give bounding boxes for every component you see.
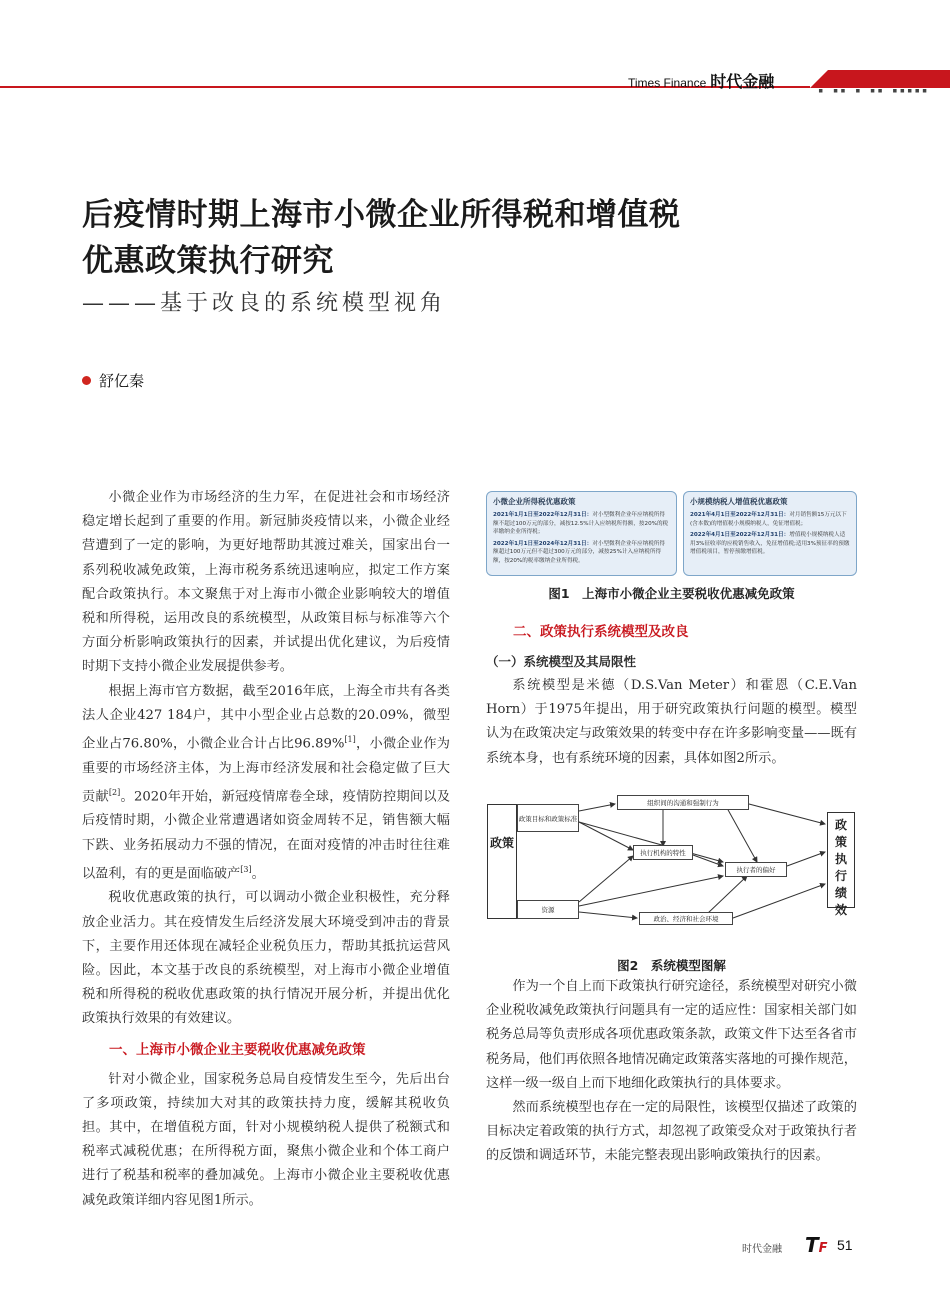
fig2-communication-box: 组织间的沟通和强制行为	[617, 795, 749, 810]
fig1-vat-box	[683, 491, 857, 576]
fig1-box1-item-2-text: 对小型微利企业年应纳税所得额超过100万元但不超过300万元的部分，减按25%计入应纳税所得额，按20%的税率缴纳企业所得税。	[493, 540, 665, 564]
fig1-box2-title: 小规模纳税人增值税优惠政策	[690, 497, 788, 506]
paragraph-data-text-c: 。2020年开始，新冠疫情席卷全球，疫情防控期间以及后疫情时期，小微企业常遭遇诸如资金周转不足，销售额大幅下跌、业务拓展动力不强的情况，在面对疫情的冲击时往往难以盈利，有的更是面临破产	[82, 789, 451, 882]
header-dots: ▪ ▪▪ ▪ ▪▪ ▪▪▪▪▪	[818, 86, 930, 96]
subsection-heading-1: （一）系统模型及其局限性	[486, 654, 637, 669]
paragraph-data-text-b: ，小微企业作为重要的市场经济主体，为上海市经济发展和社会稳定做了巨大贡献	[82, 736, 450, 805]
fig1-box2-item-2-date: 2022年4月1日至2022年12月31日：	[690, 532, 790, 538]
footer-logo-icon	[805, 1233, 828, 1257]
fig1-box2-item-1-text: 对月销售额15万元以下(含本数)的增值税小规模纳税人，免征增值税；	[690, 512, 847, 527]
footer-brand: 时代金融	[742, 1244, 782, 1255]
fig1-box1-item-1-date: 2021年1月1日至2022年12月31日：	[493, 512, 593, 518]
section-heading-2: 二、政策执行系统模型及改良	[513, 624, 689, 640]
header-brand-cn: 时代金融	[710, 72, 775, 91]
author-name: 舒亿秦	[99, 372, 145, 390]
fig2-agency-box: 执行机构的特性	[633, 845, 693, 860]
paragraph-topdown: 作为一个自上而下政策执行研究途径，系统模型对研究小微企业税收减免政策执行问题具有一定的适应性：国家相关部门如税务总局等负责形成各项优惠政策条款，政策文件下达至各省市税务局，他们再依照各地情况确定政策落实落地的可操作规范，这样一级一级自上而下地细化政策执行的具体要求。	[486, 979, 857, 1091]
fig1-box1-item-2-date: 2022年1月1日至2024年12月31日：	[493, 540, 593, 547]
section-heading-1: 一、上海市小微企业主要税收优惠减免政策	[109, 1041, 366, 1058]
title-line-1: 后疫情时期上海市小微企业所得税和增值税	[82, 197, 681, 233]
citation-2[interactable]: [2]	[108, 787, 121, 797]
fig1-income-tax-box	[486, 491, 677, 576]
fig1-box1-item-2	[493, 540, 670, 566]
bullet-dot-icon	[82, 376, 91, 385]
paragraph-intro: 小微企业作为市场经济的生力军，在促进社会和市场经济稳定增长起到了重要的作用。新冠肺炎疫情以来，小微企业经营遭到了一定的影响，为更好地帮助其渡过难关，国家出台一系列税收减免政策，上海市税务系统迅速响应，拟定工作方案配合政策执行。本文聚焦于对上海市小微企业影响较大的增值税和所得税，运用改良的系统模型，从政策目标与标准等六个方面分析影响政策执行的因素，并试提出优化建议，为后疫情时期下支持小微企业发展提供参考。	[82, 490, 450, 675]
right-column-lower	[486, 975, 857, 1169]
header-brand	[628, 69, 774, 92]
title-line-2: 优惠政策执行研究	[82, 243, 334, 279]
paragraph-data-text: 根据上海市官方数据，截至2016年底，上海全市共有各类法人企业427 184户，其中小型企业占总数的20.09%，微型企业占76.80%，小微企业合计占比96.89%	[82, 683, 450, 752]
fig2-resources-box: 资源	[517, 900, 579, 919]
fig2-goals-box: 政策目标和政策标准	[517, 804, 579, 832]
fig1-box1-title: 小微企业所得税优惠政策	[493, 497, 576, 506]
fig1-caption: 图1 上海市小微企业主要税收优惠减免政策	[548, 586, 795, 601]
author	[82, 370, 144, 391]
left-column	[82, 486, 450, 1213]
fig2-disposition-box: 执行者的偏好	[725, 862, 787, 877]
footer-logo-f: F	[818, 1241, 828, 1256]
fig1-box1-item-1	[493, 511, 670, 537]
fig2-environment-box: 政治、经济和社会环境	[639, 912, 733, 925]
article-subtitle: ———基于改良的系统模型视角	[82, 291, 447, 316]
fig2-policy-box: 政策	[487, 804, 517, 919]
paragraph-policy-role: 税收优惠政策的执行，可以调动小微企业积极性，充分释放企业活力。其在疫情发生后经济发展大环境受到冲击的背景下，主要作用还体现在减轻企业税负压力，帮助其抵抗运营风险。因此，本文基于改良的系统模型，对上海市小微企业增值税和所得税的税收优惠政策的执行情况开展分析，并提出优化政策执行效果的有效建议。	[82, 890, 450, 1027]
paragraph-data	[82, 680, 450, 887]
fig1-box2-item-2-text: 增值税小规模纳税人适用3%征收率的应税销售收入，免征增值税;适用3%预征率的预缴增值税项目，暂停预缴增值税。	[690, 532, 850, 555]
paragraph-data-text-d: 。	[251, 866, 265, 882]
article-title	[82, 192, 842, 284]
fig1-box2-item-1	[690, 511, 850, 528]
paragraph-limitations: 然而系统模型也存在一定的局限性，该模型仅描述了政策的目标决定着政策的执行方式，却忽视了政策受众对于政策执行者的反馈和调适环节，未能完整表现出影响政策执行的因素。	[486, 1100, 857, 1164]
header-brand-en: Times Finance	[628, 76, 707, 90]
fig2-performance-box: 政策执行绩效	[827, 812, 855, 908]
citation-3[interactable]: [3]	[240, 864, 252, 874]
paragraph-policies: 针对小微企业，国家税务总局自疫情发生至今，先后出台了多项政策，持续加大对其的政策扶持力度，缓解其税收负担。其中，在增值税方面，针对小规模纳税人提供了税额式和税率式减税优惠；在所得税方面，聚焦小微企业和个体工商户进行了税基和税率的叠加减免。上海市小微企业主要税收优惠减免政策详细内容见图1所示。	[82, 1071, 450, 1208]
right-column-upper	[486, 614, 857, 771]
fig2-caption: 图2 系统模型图解	[617, 958, 726, 973]
page-number: 51	[837, 1237, 853, 1253]
paragraph-system-model: 系统模型是米德（D.S.Van Meter）和霍恩（C.E.Van Horn）于1975年提出，用于研究政策执行问题的模型。模型认为在政策决定与政策效果的转变中存在许多影响变量——既有系统本身，也有系统环境的因素，具体如图2所示。	[486, 678, 857, 766]
fig1-box2-item-1-date: 2021年4月1日至2022年12月31日：	[690, 512, 790, 518]
footer-logo-t: T	[805, 1233, 819, 1257]
fig1-box2-item-2	[690, 531, 850, 557]
fig2-diagram	[487, 794, 857, 924]
citation-1[interactable]: [1]	[344, 735, 356, 745]
fig1-box1-item-1-text: 对小型微利企业年应纳税所得额不超过100万元的部分，减按12.5%计入应纳税所得额，按20%的税率缴纳企业所得税；	[493, 512, 669, 535]
